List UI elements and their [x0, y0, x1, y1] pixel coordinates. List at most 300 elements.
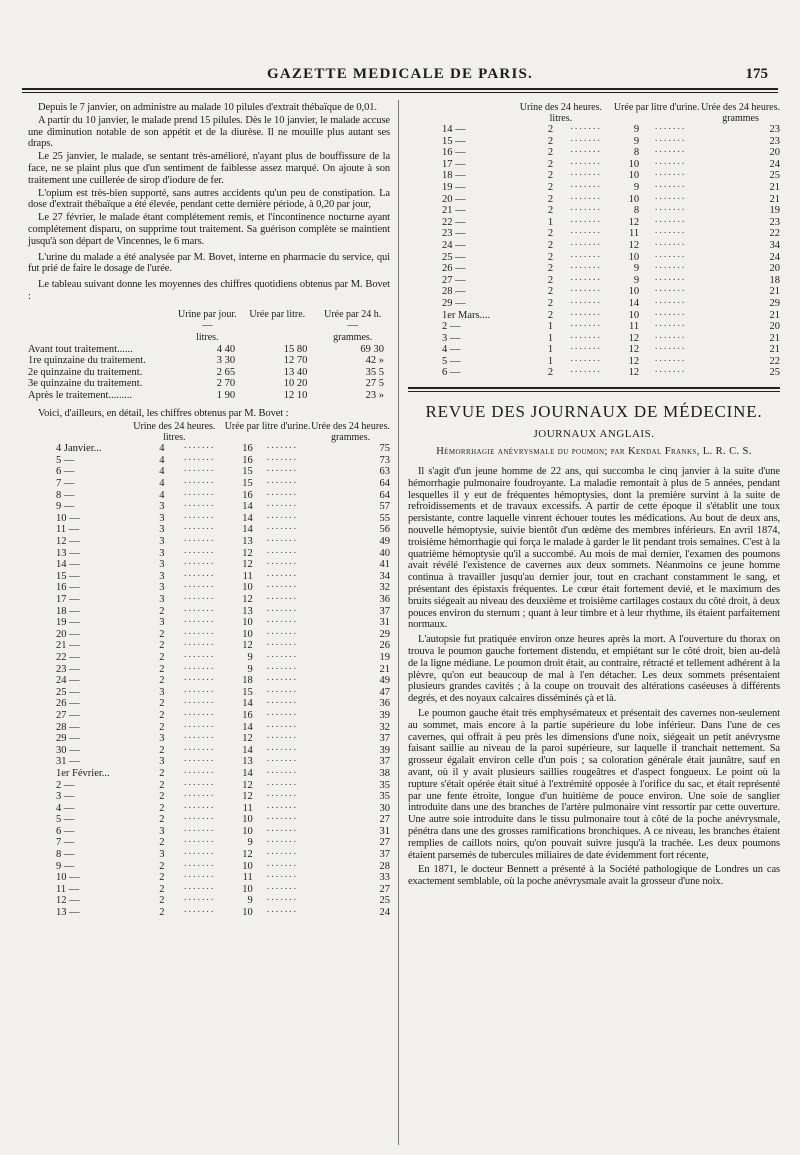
urine-value: 2: [159, 802, 165, 814]
day-label: 22 —: [442, 216, 466, 228]
urine-value: 2: [547, 251, 554, 263]
uree-litre-value: 9: [247, 663, 253, 675]
leader-dots: ·······: [183, 733, 215, 745]
leader-dots: ·······: [266, 675, 298, 687]
day-label: 23 —: [56, 663, 80, 675]
paragraph: Le 25 janvier, le malade, se sentant très-amélioré, n'ayant plus de bouffissure de la face, ne se plaint plus que d'un sentiment de faiblesse assez marqué. On ajoute à son traitement une cuillerée de sirop d'iodure de fer.: [28, 151, 390, 186]
leader-dots: ·······: [266, 698, 298, 710]
uree-litre-value: 12: [242, 547, 253, 559]
uree-litre-value: 13: [242, 605, 253, 617]
leader-dots: ·······: [569, 251, 602, 263]
uree-24h-value: 21: [379, 663, 390, 675]
summary-row: [28, 390, 390, 402]
uree-24h-value: 21: [769, 344, 780, 356]
leader-dots: ·······: [183, 802, 215, 814]
urine-value: 2: [159, 675, 165, 687]
uree-24h-value: 24: [769, 251, 780, 263]
uree-24h-value: 19: [379, 651, 390, 663]
left-column: [28, 102, 390, 919]
table-row: [28, 814, 390, 826]
table-row: [28, 594, 390, 606]
uree-24h-value: 47: [379, 686, 390, 698]
uree-litre-value: 12: [242, 849, 253, 861]
day-label: 6 —: [442, 367, 461, 379]
table-row: [28, 501, 390, 513]
summary-body: [28, 344, 390, 402]
uree-litre-value: 10: [628, 309, 640, 321]
urine-value: 2: [547, 205, 554, 217]
uree-litre-value: 12: [242, 791, 253, 803]
leader-dots: ·······: [266, 883, 298, 895]
leader-dots: ·······: [654, 147, 686, 159]
leader-dots: ·······: [266, 872, 298, 884]
uree-24h-value: 20: [769, 263, 780, 275]
article-title: [408, 446, 780, 458]
uree-litre-value: 8: [633, 205, 640, 217]
table-row: [408, 182, 780, 194]
uree-24h-value: 31: [379, 617, 390, 629]
leader-dots: ·······: [183, 501, 215, 513]
uree-24h-value: 37: [379, 733, 390, 745]
urine-value: 2: [547, 367, 554, 379]
detail-header: Urée des 24 heures.: [701, 102, 780, 113]
uree-24h-value: 18: [769, 274, 780, 286]
urine-value: 2: [547, 135, 554, 147]
uree-litre-value: 14: [242, 524, 253, 536]
day-label: 5 —: [56, 454, 75, 466]
urine-value: 2: [159, 709, 165, 721]
day-label: 14 —: [56, 559, 80, 571]
detail-header-row: [28, 421, 390, 432]
day-label: 15 —: [56, 570, 80, 582]
day-label: 25 —: [442, 251, 466, 263]
urine-value: 2: [159, 814, 165, 826]
uree-litre-value: 10: [628, 158, 640, 170]
table-row: [28, 640, 390, 652]
table-row: [28, 478, 390, 490]
uree-24h-value: 64: [379, 478, 390, 490]
leader-dots: ·······: [654, 286, 686, 298]
table-row: [408, 147, 780, 159]
leader-dots: ·······: [654, 251, 686, 263]
uree-litre-value: 16: [242, 454, 253, 466]
uree-24h-value: 26: [379, 640, 390, 652]
uree-24h-value: 56: [379, 524, 390, 536]
table-row: [28, 652, 390, 664]
table-row: [28, 756, 390, 768]
table-row: [408, 240, 780, 252]
urine-value: 3: [159, 559, 165, 571]
day-label: 29 —: [56, 733, 80, 745]
uree-litre-value: 9: [247, 837, 253, 849]
leader-dots: ·······: [266, 733, 298, 745]
urine-value: 2: [159, 837, 165, 849]
uree-litre-value: 8: [633, 147, 640, 159]
summary-header-row: [28, 309, 390, 321]
summary-row: [28, 344, 390, 356]
leader-dots: ·······: [266, 443, 298, 455]
day-label: 1er Février...: [56, 767, 110, 779]
uree-24h-value: 41: [379, 559, 390, 571]
table-row: [408, 252, 780, 264]
leader-dots: ·······: [183, 895, 215, 907]
table-row: [28, 443, 390, 455]
table-row: [408, 298, 780, 310]
day-label: 12 —: [56, 895, 80, 907]
urine-value: 2 70: [216, 378, 236, 390]
urine-value: 3: [159, 849, 165, 861]
row-label: Après le traitement.........: [28, 389, 133, 401]
leader-dots: ·······: [654, 239, 686, 251]
leader-dots: ·······: [183, 628, 215, 640]
uree-24h-value: 34: [769, 239, 780, 251]
leader-dots: ·······: [569, 286, 602, 298]
urine-value: 2: [547, 170, 554, 182]
day-label: 17 —: [56, 594, 80, 606]
uree-24h-value: 20: [769, 321, 780, 333]
detail-header: Urine des 24 heures.: [133, 421, 216, 433]
detail-table-right: [408, 102, 780, 379]
day-label: 2 —: [56, 779, 75, 791]
uree-24h-value: 39: [379, 744, 390, 756]
table-row: [28, 664, 390, 676]
uree-litre-value: 11: [628, 228, 640, 240]
day-label: 16 —: [442, 147, 466, 159]
uree-litre-value: 9: [247, 651, 253, 663]
urine-value: 3: [159, 594, 165, 606]
leader-dots: ·······: [569, 274, 602, 286]
day-label: 6 —: [56, 466, 75, 478]
uree-litre-value: 12: [628, 332, 640, 344]
day-label: 5 —: [442, 355, 461, 367]
table-row: [28, 617, 390, 629]
table-row: [28, 884, 390, 896]
uree-litre-value: 18: [242, 675, 253, 687]
urine-value: 2: [159, 640, 165, 652]
urine-value: 2: [547, 228, 554, 240]
leader-dots: ·······: [183, 814, 215, 826]
uree-24h-value: 49: [379, 675, 390, 687]
uree-litre-value: 12: [242, 733, 253, 745]
uree-24h-value: 35: [379, 779, 390, 791]
uree-litre-value: 12: [628, 367, 640, 379]
summary-row: [28, 355, 390, 367]
leader-dots: ·······: [569, 135, 602, 147]
leader-dots: ·······: [569, 181, 602, 193]
urine-value: 2: [547, 181, 554, 193]
day-label: 28 —: [56, 721, 80, 733]
table-row: [28, 733, 390, 745]
leader-dots: ·······: [654, 193, 686, 205]
table-row: [408, 217, 780, 229]
paragraph: L'autopsie fut pratiquée environ onze heures après la mort. A l'ouverture du thorax on trouva le poumon gauche fortement distendu, et empiétant sur le côté droit, bien au-delà de la ligne médiane. Le poumon droit était, au contraire, rétracté et tellement adhérent à la plèvre, qu'on eut beaucoup de mal à l'en détacher. Les deux sommets présentaient plusieurs grandes cavités ; à la coupe on trouvait des altérations caséeuses à différents degrés, et des noyaux calcaires disséminés çà et là.: [408, 634, 780, 705]
leader-dots: ·······: [266, 628, 298, 640]
table-row: [28, 710, 390, 722]
day-label: 21 —: [56, 640, 80, 652]
uree-24h-value: 25: [769, 367, 780, 379]
detail-header: Urée par litre d'urine.: [613, 102, 700, 113]
uree-litre-value: 10: [242, 907, 253, 919]
leader-dots: ·······: [183, 640, 215, 652]
uree-litre-value: 16: [242, 709, 253, 721]
uree-24h-value: 23: [769, 135, 780, 147]
uree-litre-value: 14: [628, 297, 640, 309]
urine-value: 2: [159, 767, 165, 779]
urine-value: 3: [159, 825, 165, 837]
day-label: 22 —: [56, 651, 80, 663]
leader-dots: ·······: [266, 849, 298, 861]
uree-litre-value: 11: [628, 321, 640, 333]
right-column: [408, 102, 780, 888]
uree-24h-value: 36: [379, 698, 390, 710]
leader-dots: ·······: [654, 344, 686, 356]
journal-title: GAZETTE MEDICALE DE PARIS.: [267, 66, 533, 82]
leader-dots: ·······: [569, 239, 602, 251]
leader-dots: ·······: [654, 274, 686, 286]
urine-value: 2: [547, 309, 554, 321]
leader-dots: ·······: [266, 895, 298, 907]
leader-dots: ·······: [266, 582, 298, 594]
uree-24h-value: 63: [379, 466, 390, 478]
leader-dots: ·······: [183, 512, 215, 524]
detail-table-left: [28, 421, 390, 918]
day-label: 29 —: [442, 297, 466, 309]
uree-24h-value: 20: [769, 147, 780, 159]
day-label: 12 —: [56, 536, 80, 548]
leader-dots: ·······: [266, 686, 298, 698]
table-row: [28, 826, 390, 838]
leader-dots: ·······: [266, 547, 298, 559]
paragraph: En 1871, le docteur Bennett a présenté à la Société pathologique de Londres un cas exactement semblable, où la poche anévrysmale avait la grosseur d'une noix.: [408, 864, 780, 888]
leader-dots: ·······: [183, 825, 215, 837]
day-label: 24 —: [56, 675, 80, 687]
leader-dots: ·······: [266, 478, 298, 490]
detail-header: Urée des 24 heures.: [311, 421, 390, 433]
day-label: 10 —: [56, 872, 80, 884]
unit-label: grammes.: [333, 331, 373, 343]
leader-dots: ·······: [569, 344, 602, 356]
leader-dots: ·······: [266, 791, 298, 803]
day-label: 7 —: [56, 478, 75, 490]
uree-24h-value: 21: [769, 309, 780, 321]
leader-dots: ·······: [569, 332, 602, 344]
uree-litre-value: 12: [628, 216, 640, 228]
leader-dots: ·······: [569, 321, 602, 333]
urine-value: 2: [547, 124, 554, 135]
uree-litre-value: 15: [242, 478, 253, 490]
leader-dots: ·······: [266, 860, 298, 872]
summary-header: Urine par jour.: [178, 308, 237, 320]
row-label: 2e quinzaine du traitement.: [28, 366, 143, 378]
uree-litre-value: 10: [242, 825, 253, 837]
urine-value: 2: [159, 791, 165, 803]
detail-body: [408, 124, 780, 379]
leader-dots: ·······: [569, 297, 602, 309]
leader-dots: ·······: [569, 158, 602, 170]
uree-24h-value: 34: [379, 570, 390, 582]
day-label: 5 —: [56, 814, 75, 826]
table-row: [28, 629, 390, 641]
day-label: 23 —: [442, 228, 466, 240]
leader-dots: ·······: [183, 454, 215, 466]
day-label: 15 —: [442, 135, 466, 147]
paragraph: Le tableau suivant donne les moyennes des chiffres quotidiens obtenus par M. Bovet :: [28, 279, 390, 302]
leader-dots: ·······: [569, 193, 602, 205]
uree-litre-value: 10: [628, 251, 640, 263]
leader-dots: ·······: [266, 640, 298, 652]
leader-dots: ·······: [266, 814, 298, 826]
detail-header-row: [408, 102, 780, 113]
uree-litre-value: 12: [628, 344, 640, 356]
leader-dots: ·······: [569, 124, 602, 135]
row-label: 3e quinzaine du traitement.: [28, 378, 143, 390]
leader-dots: ·······: [654, 355, 686, 367]
uree-24h-value: 27: [379, 883, 390, 895]
urine-value: 3: [159, 536, 165, 548]
urine-value: 2: [547, 274, 554, 286]
table-row: [28, 861, 390, 873]
urine-value: 2: [159, 895, 165, 907]
leader-dots: ·······: [183, 709, 215, 721]
page-number: 175: [745, 66, 768, 82]
leader-dots: ·······: [569, 216, 602, 228]
table-row: [408, 310, 780, 322]
table-row: [28, 513, 390, 525]
day-label: 3 —: [56, 791, 75, 803]
uree-litre-value: 14: [242, 501, 253, 513]
day-label: 11 —: [56, 883, 80, 895]
day-label: 18 —: [442, 170, 466, 182]
urine-value: 2: [547, 158, 554, 170]
leader-dots: ·······: [654, 309, 686, 321]
uree-24h-value: 35: [379, 791, 390, 803]
leader-dots: ·······: [183, 651, 215, 663]
table-row: [28, 780, 390, 792]
table-row: [28, 803, 390, 815]
leader-dots: ·······: [183, 756, 215, 768]
uree-litre-value: 14: [242, 744, 253, 756]
leader-dots: ·······: [183, 686, 215, 698]
uree-litre-value: 9: [633, 263, 640, 275]
section-rule: [408, 391, 780, 392]
table-row: [28, 548, 390, 560]
detail-header: Urée par litre d'urine.: [224, 421, 311, 433]
leader-dots: ·······: [654, 216, 686, 228]
uree-24h-value: 27 5: [365, 378, 384, 390]
summary-units-row: [28, 332, 390, 344]
uree-24h-value: 73: [379, 454, 390, 466]
urine-value: 2: [159, 907, 165, 919]
uree-litre-value: 13: [242, 536, 253, 548]
detail-body: [28, 443, 390, 918]
day-label: 19 —: [442, 181, 466, 193]
day-label: 18 —: [56, 605, 80, 617]
leader-dots: ·······: [654, 170, 686, 182]
uree-litre-value: 9: [633, 124, 640, 135]
leader-dots: ·······: [654, 205, 686, 217]
day-label: 28 —: [442, 286, 466, 298]
urine-value: 2: [547, 193, 554, 205]
urine-value: 4: [159, 443, 165, 455]
uree-litre-value: 12: [242, 779, 253, 791]
leader-dots: ·······: [654, 332, 686, 344]
leader-dots: ·······: [183, 779, 215, 791]
uree-24h-value: 35 5: [365, 366, 384, 378]
leader-dots: ·······: [183, 582, 215, 594]
leader-dots: ·······: [183, 605, 215, 617]
leader-dots: ·······: [266, 489, 298, 501]
table-row: [28, 849, 390, 861]
table-row: [408, 356, 780, 368]
uree-litre-value: 15: [242, 686, 253, 698]
table-row: [408, 124, 780, 136]
uree-24h-value: 28: [379, 860, 390, 872]
urine-value: 2: [159, 860, 165, 872]
row-label: 1re quinzaine du traitement.: [28, 355, 146, 367]
day-label: 17 —: [442, 158, 466, 170]
uree-24h-value: 55: [379, 512, 390, 524]
leader-dots: ·······: [266, 767, 298, 779]
table-row: [28, 895, 390, 907]
leader-dots: ·······: [569, 367, 602, 379]
leader-dots: ·······: [569, 263, 602, 275]
urine-value: 2: [159, 744, 165, 756]
leader-dots: ·······: [266, 837, 298, 849]
day-label: 4 —: [56, 802, 75, 814]
uree-litre-value: 10: [628, 193, 640, 205]
table-row: [408, 321, 780, 333]
leader-dots: ·······: [266, 756, 298, 768]
leader-dots: ·······: [183, 547, 215, 559]
urine-value: 2: [547, 239, 554, 251]
section-rule: [408, 387, 780, 389]
uree-litre-value: 9: [633, 274, 640, 286]
summary-row: [28, 378, 390, 390]
uree-litre-value: 13: [242, 756, 253, 768]
leader-dots: ·······: [183, 466, 215, 478]
day-label: 14 —: [442, 124, 466, 135]
table-row: [28, 791, 390, 803]
leader-dots: ·······: [654, 263, 686, 275]
table-row: [408, 275, 780, 287]
table-row: [408, 367, 780, 379]
leader-dots: ·······: [183, 478, 215, 490]
urine-value: 2: [159, 721, 165, 733]
leader-dots: ·······: [183, 617, 215, 629]
day-label: 8 —: [56, 849, 75, 861]
day-label: 21 —: [442, 205, 466, 217]
uree-24h-value: 22: [769, 228, 780, 240]
urine-value: 2: [159, 651, 165, 663]
urine-value: 2: [159, 779, 165, 791]
uree-24h-value: 27: [379, 837, 390, 849]
table-row: [28, 524, 390, 536]
paragraph: A partir du 10 janvier, le malade prend 15 pilules. Dès le 10 janvier, le malade accuse une diminution notable de son appétit et de la diurèse. Il ne mouille plus autant ses draps.: [28, 114, 390, 150]
blank-cell: [28, 309, 176, 321]
day-label: 20 —: [442, 193, 466, 205]
urine-value: 2: [547, 297, 554, 309]
table-row: [408, 159, 780, 171]
leader-dots: ·······: [266, 594, 298, 606]
subsection-title: JOURNAUX ANGLAIS.: [533, 428, 655, 441]
urine-value: 1: [547, 321, 554, 333]
uree-litre-value: 11: [242, 872, 253, 884]
uree-litre-value: 15: [242, 466, 253, 478]
leader-dots: ·······: [183, 663, 215, 675]
day-label: 25 —: [56, 686, 80, 698]
uree-24h-value: 57: [379, 501, 390, 513]
urine-value: 2: [159, 872, 165, 884]
